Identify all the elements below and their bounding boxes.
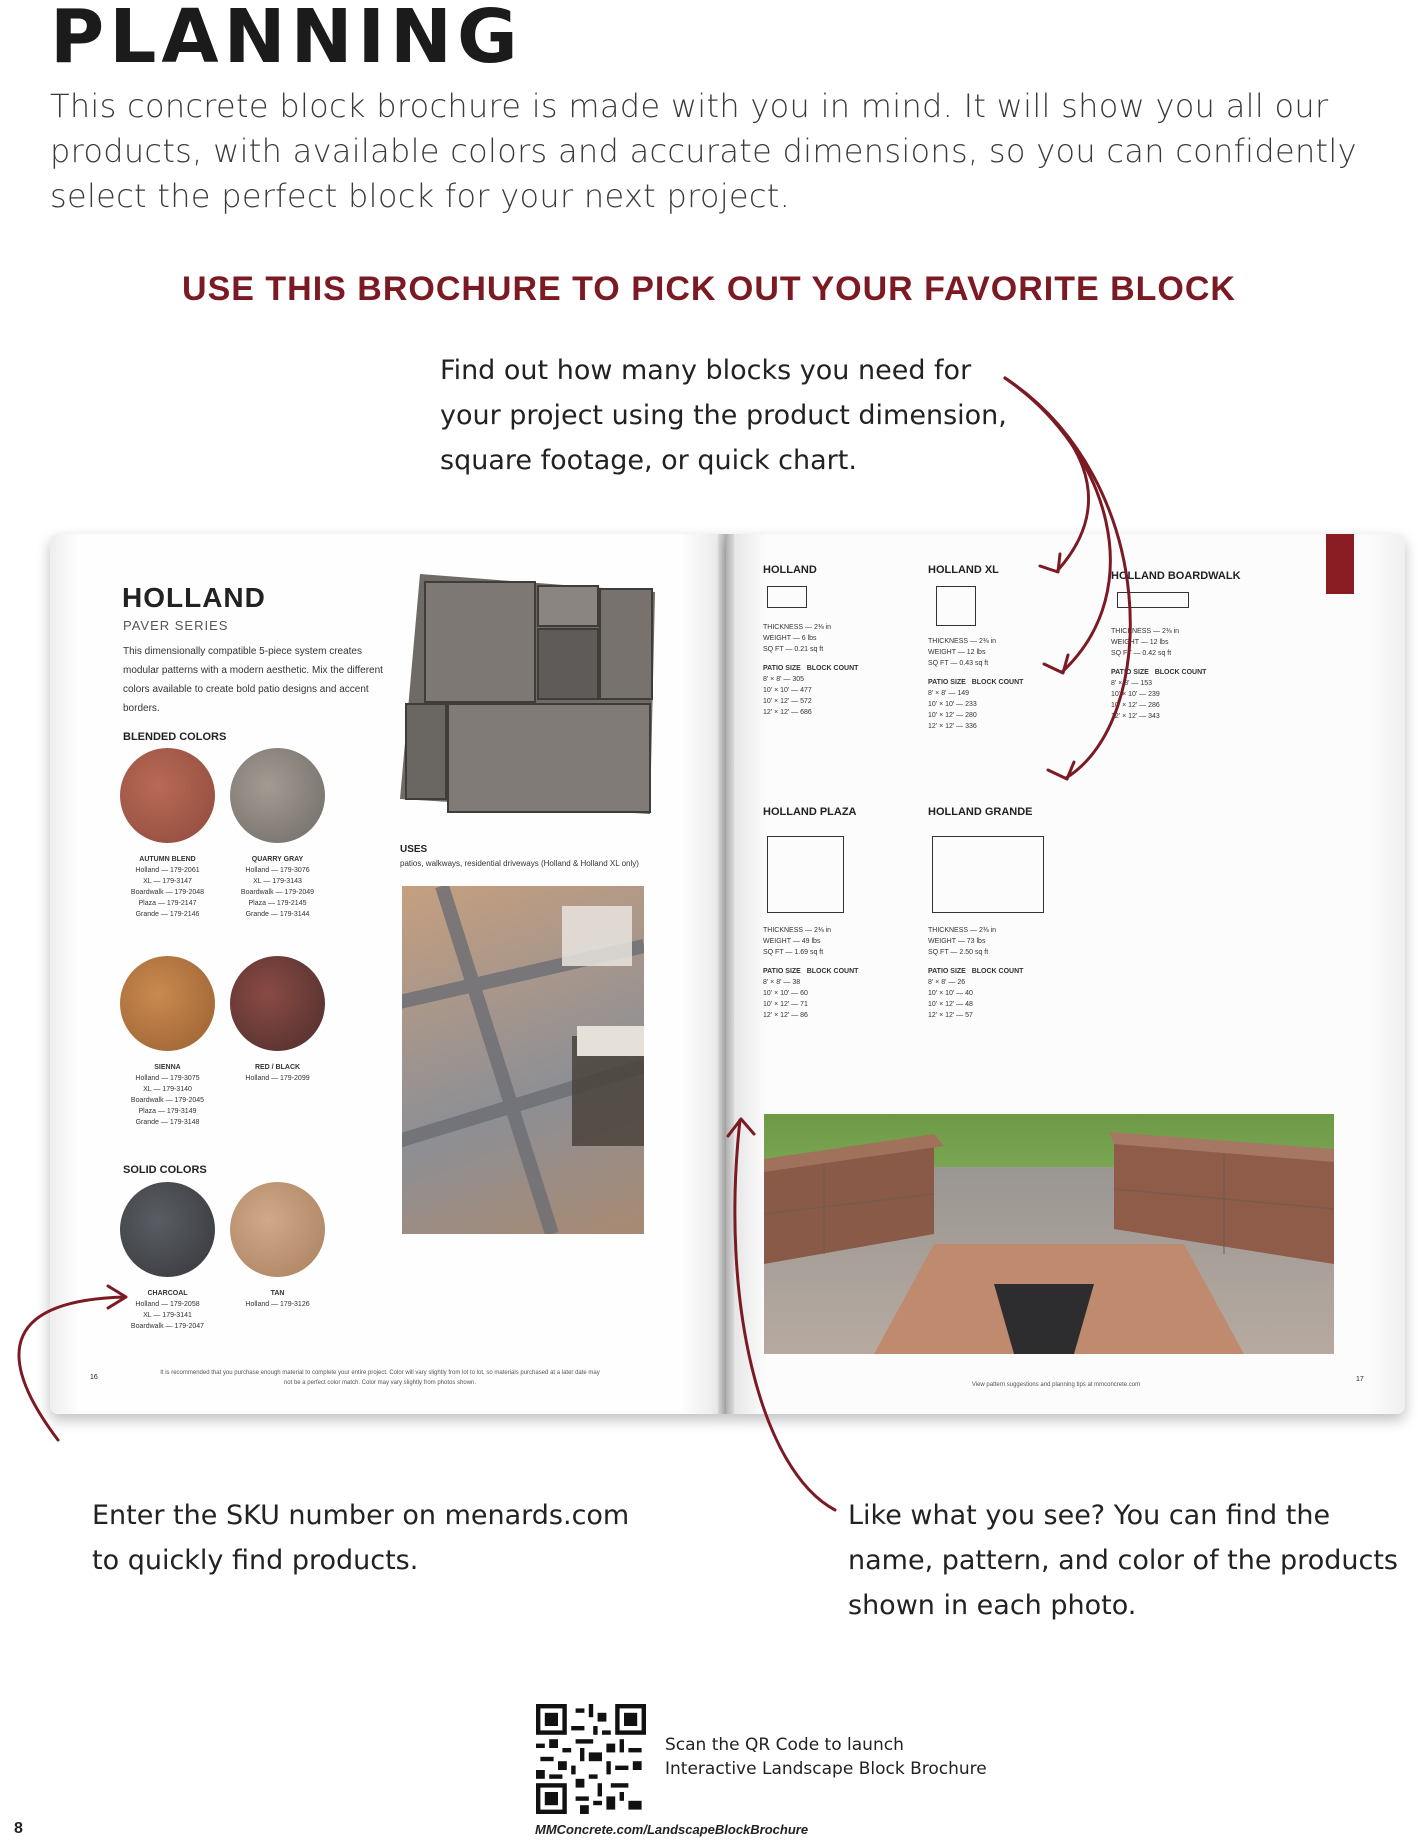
- uses-label: USES: [400, 844, 428, 855]
- sku-line: Plaza — 179-3149: [138, 1108, 197, 1115]
- sku-line: XL — 179-3140: [143, 1086, 192, 1093]
- arrow-head: [1040, 554, 1060, 572]
- chart-row: 8' × 8' — 153: [1111, 680, 1153, 687]
- header-cell: PATIO SIZE: [928, 679, 966, 686]
- color-name: RED / BLACK: [254, 1064, 301, 1071]
- arrow-curve: [1005, 378, 1089, 570]
- callout-block-quantity: Find out how many blocks you need for your project using the product dimension, square footage, or quick chart.: [440, 355, 1007, 476]
- page-number: 8: [14, 1820, 23, 1837]
- brochure-url-link[interactable]: MMConcrete.com/LandscapeBlockBrochure: [535, 1822, 809, 1837]
- sku-line: Holland — 179-3076: [245, 867, 310, 874]
- sku-line: Holland — 179-3075: [135, 1075, 200, 1082]
- arrow-head: [1044, 655, 1068, 673]
- sku-line: XL — 179-3141: [143, 1312, 192, 1319]
- left-page-note: It is recommended that you purchase enough material to complete your entire project. Color will vary slightly from lot to lot, so materials purchased at a later date may not be a perfect color match. Color may vary slightly from photos shown.: [160, 1370, 600, 1386]
- header-cell: BLOCK COUNT: [806, 968, 859, 975]
- sku-line: Boardwalk — 179-2049: [240, 889, 315, 896]
- stat-line: THICKNESS — 2⅜ in: [763, 624, 832, 631]
- chart-row: 12' × 12' — 57: [928, 1012, 973, 1019]
- header-cell: BLOCK COUNT: [971, 968, 1024, 975]
- stat-line: SQ FT — 0.21 sq ft: [763, 646, 824, 653]
- sku-line: Boardwalk — 179-2047: [130, 1323, 205, 1330]
- qr-caption-line: Interactive Landscape Block Brochure: [665, 1759, 987, 1779]
- stat-line: SQ FT — 1.69 sq ft: [763, 949, 824, 956]
- chart-row: 10' × 12' — 71: [763, 1001, 808, 1008]
- sku-line: Boardwalk — 179-2048: [130, 889, 205, 896]
- sku-line: XL — 179-3143: [253, 878, 302, 885]
- color-name: SIENNA: [154, 1064, 181, 1071]
- sku-line: XL — 179-3147: [143, 878, 192, 885]
- header-cell: PATIO SIZE: [928, 968, 966, 975]
- header-cell: PATIO SIZE: [763, 968, 801, 975]
- chart-row: 10' × 10' — 40: [928, 990, 973, 997]
- chart-row: 10' × 12' — 286: [1111, 702, 1160, 709]
- section-subheading: USE THIS BROCHURE TO PICK OUT YOUR FAVORITE BLOCK: [182, 270, 1236, 308]
- chart-row: 10' × 10' — 233: [928, 701, 977, 708]
- stat-line: WEIGHT — 6 lbs: [763, 635, 817, 642]
- sku-line: Boardwalk — 179-2045: [130, 1097, 205, 1104]
- stat-line: THICKNESS — 2⅜ in: [928, 638, 997, 645]
- qr-code-icon[interactable]: [536, 1704, 646, 1814]
- chart-row: 8' × 8' — 149: [928, 690, 970, 697]
- stat-line: WEIGHT — 12 lbs: [928, 649, 986, 656]
- right-page-note: View pattern suggestions and planning tips at mmconcrete.com: [971, 1382, 1141, 1388]
- arrow-curve: [19, 1297, 125, 1440]
- blended-colors-label: BLENDED COLORS: [123, 731, 227, 743]
- stat-line: THICKNESS — 2⅜ in: [763, 927, 832, 934]
- chart-row: 10' × 10' — 60: [763, 990, 808, 997]
- color-name: QUARRY GRAY: [251, 856, 304, 863]
- page-title: PLANNING: [50, 0, 523, 80]
- chart-row: 8' × 8' — 26: [928, 979, 966, 986]
- sku-line: Grande — 179-2146: [135, 911, 200, 918]
- callout-photo-info: Like what you see? You can find the name, pattern, and color of the products shown in each photo.: [848, 1500, 1398, 1621]
- sku-line: Holland — 179-2058: [135, 1301, 200, 1308]
- color-name: AUTUMN BLEND: [139, 856, 196, 863]
- sku-line: Holland — 179-2061: [135, 867, 200, 874]
- chart-row: 12' × 12' — 86: [763, 1012, 808, 1019]
- chart-row: 12' × 12' — 343: [1111, 713, 1160, 720]
- arrow-curve: [1005, 378, 1130, 778]
- qr-caption-line: Scan the QR Code to launch: [665, 1735, 904, 1755]
- header-cell: PATIO SIZE: [763, 665, 801, 672]
- right-page-number: 17: [1356, 1376, 1364, 1383]
- stat-line: WEIGHT — 12 lbs: [1111, 639, 1169, 646]
- sku-line: Holland — 179-3126: [245, 1301, 310, 1308]
- stat-line: WEIGHT — 49 lbs: [763, 938, 821, 945]
- chart-row: 12' × 12' — 686: [763, 709, 812, 716]
- qr-caption: [665, 1733, 987, 1781]
- left-page-series: PAVER SERIES: [123, 618, 229, 633]
- stat-line: SQ FT — 0.43 sq ft: [928, 660, 989, 667]
- product-name: HOLLAND GRANDE: [928, 806, 1033, 818]
- header-cell: BLOCK COUNT: [806, 665, 859, 672]
- header-cell: BLOCK COUNT: [1154, 669, 1207, 676]
- chart-row: 12' × 12' — 336: [928, 723, 977, 730]
- color-name: CHARCOAL: [147, 1290, 188, 1297]
- solid-colors-label: SOLID COLORS: [123, 1164, 207, 1176]
- chart-row: 10' × 12' — 48: [928, 1001, 973, 1008]
- product-name: HOLLAND PLAZA: [763, 806, 857, 818]
- stat-line: WEIGHT — 73 lbs: [928, 938, 986, 945]
- callout-sku: Enter the SKU number on menards.com to quickly find products.: [92, 1500, 630, 1576]
- sku-line: Holland — 179-2099: [245, 1075, 310, 1082]
- header-cell: BLOCK COUNT: [971, 679, 1024, 686]
- uses-text: patios, walkways, residential driveways (Holland & Holland XL only): [400, 859, 639, 868]
- product-name: HOLLAND XL: [928, 564, 999, 576]
- chart-row: 8' × 8' — 305: [763, 676, 805, 683]
- chart-row: 10' × 12' — 572: [763, 698, 812, 705]
- sku-line: Plaza — 179-2145: [248, 900, 307, 907]
- sku-line: Grande — 179-3144: [245, 911, 310, 918]
- stat-line: SQ FT — 0.42 sq ft: [1111, 650, 1172, 657]
- header-cell: PATIO SIZE: [1111, 669, 1149, 676]
- left-page-title: HOLLAND: [122, 582, 266, 613]
- chart-row: 8' × 8' — 38: [763, 979, 801, 986]
- intro-paragraph: This concrete block brochure is made with you in mind. It will show you all our products, with available colors and accurate dimensions, so you can confidently select the perfect block for your next project.: [50, 87, 1357, 215]
- arrow-curve: [735, 1120, 835, 1510]
- stat-line: THICKNESS — 2⅜ in: [928, 927, 997, 934]
- left-page-number: 16: [90, 1374, 98, 1381]
- chart-row: 10' × 12' — 280: [928, 712, 977, 719]
- chart-row: 10' × 10' — 477: [763, 687, 812, 694]
- product-name: HOLLAND: [763, 564, 817, 576]
- color-name: TAN: [270, 1290, 285, 1297]
- sku-line: Grande — 179-3148: [135, 1119, 200, 1126]
- sku-line: Plaza — 179-2147: [138, 900, 197, 907]
- product-name: HOLLAND BOARDWALK: [1111, 570, 1241, 582]
- left-page-description: This dimensionally compatible 5-piece system creates modular patterns with a modern aesthetic. Mix the different colors available to create bold patio designs and accent borders.: [123, 646, 383, 714]
- stat-line: THICKNESS — 2⅜ in: [1111, 628, 1180, 635]
- chart-row: 10' × 10' — 239: [1111, 691, 1160, 698]
- stat-line: SQ FT — 2.50 sq ft: [928, 949, 989, 956]
